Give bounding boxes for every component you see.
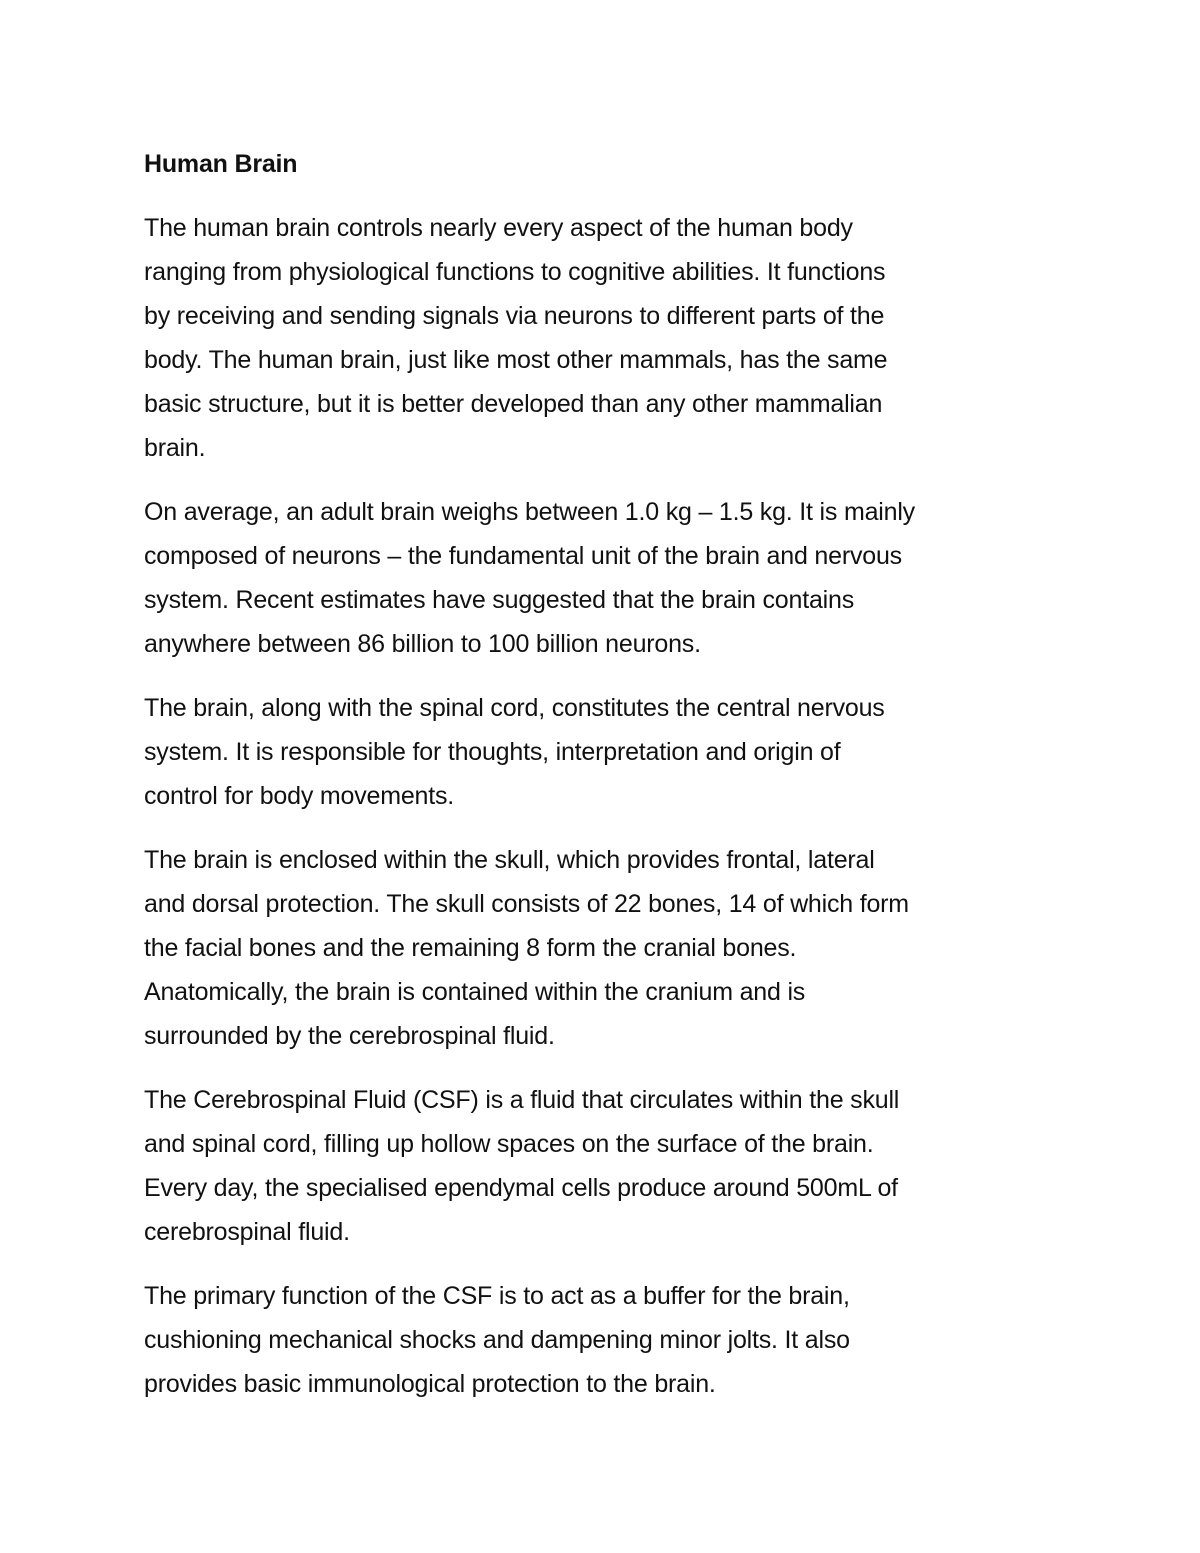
document-body xyxy=(144,142,1064,1426)
text-line: anywhere between 86 billion to 100 billion neurons. xyxy=(144,630,701,658)
text-line: basic structure, but it is better developed than any other mammalian xyxy=(144,390,883,418)
text-line: brain. xyxy=(144,434,206,462)
text-line: ranging from physiological functions to cognitive abilities. It functions xyxy=(144,258,886,286)
text-line: Every day, the specialised ependymal cells produce around 500mL of xyxy=(144,1174,898,1202)
text-line: The brain, along with the spinal cord, constitutes the central nervous xyxy=(144,694,885,722)
paragraph-skull xyxy=(144,838,1064,1058)
text-line: the facial bones and the remaining 8 form the cranial bones. xyxy=(144,934,797,962)
text-line: The primary function of the CSF is to act as a buffer for the brain, xyxy=(144,1282,850,1310)
paragraph-brain-weight xyxy=(144,490,1064,666)
text-line: The human brain controls nearly every aspect of the human body xyxy=(144,214,853,242)
document-title: Human Brain xyxy=(144,150,298,178)
text-line: cushioning mechanical shocks and dampening minor jolts. It also xyxy=(144,1326,850,1354)
text-line: provides basic immunological protection to the brain. xyxy=(144,1370,716,1398)
text-line: body. The human brain, just like most other mammals, has the same xyxy=(144,346,888,374)
text-line: cerebrospinal fluid. xyxy=(144,1218,350,1246)
paragraph-csf-function xyxy=(144,1274,1064,1406)
text-line: control for body movements. xyxy=(144,782,455,810)
text-line: The brain is enclosed within the skull, which provides frontal, lateral xyxy=(144,846,875,874)
text-line: surrounded by the cerebrospinal fluid. xyxy=(144,1022,555,1050)
text-line: system. It is responsible for thoughts, interpretation and origin of xyxy=(144,738,841,766)
paragraph-intro xyxy=(144,206,1064,470)
text-line: and dorsal protection. The skull consists of 22 bones, 14 of which form xyxy=(144,890,909,918)
text-line: by receiving and sending signals via neurons to different parts of the xyxy=(144,302,885,330)
text-line: system. Recent estimates have suggested that the brain contains xyxy=(144,586,855,614)
text-line: On average, an adult brain weighs between 1.0 kg – 1.5 kg. It is mainly xyxy=(144,498,915,526)
text-line: Anatomically, the brain is contained within the cranium and is xyxy=(144,978,806,1006)
text-line: and spinal cord, filling up hollow spaces on the surface of the brain. xyxy=(144,1130,874,1158)
text-line: composed of neurons – the fundamental unit of the brain and nervous xyxy=(144,542,902,570)
text-line: The Cerebrospinal Fluid (CSF) is a fluid that circulates within the skull xyxy=(144,1086,900,1114)
paragraph-csf xyxy=(144,1078,1064,1254)
paragraph-central-nervous-system xyxy=(144,686,1064,818)
